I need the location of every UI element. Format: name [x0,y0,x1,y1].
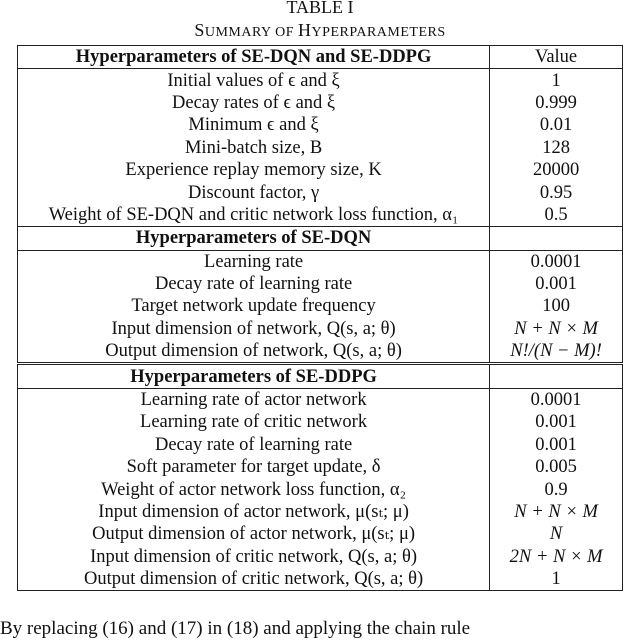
value-cell: 0.001 [490,434,623,456]
value-cell: 0.005 [490,456,623,478]
section-header-se-ddpg [18,364,623,388]
table-row [18,523,623,545]
param-cell: Mini-batch size, B [18,137,490,159]
section-title: Hyperparameters of SE-DDPG [18,364,490,388]
table-header-row [18,46,623,69]
table-row [18,340,623,364]
value-cell: 0.0001 [490,388,623,411]
param-cell: Decay rate of learning rate [18,434,490,456]
table-row [18,204,623,227]
value-cell: 100 [490,295,623,317]
value-cell: 0.9 [490,478,623,500]
param-cell: Learning rate of actor network [18,388,490,411]
section-value-empty [490,364,623,388]
value-cell: N + N × M [490,501,623,523]
title-part-1: UMMARY OF [204,25,299,40]
param-cell: Experience replay memory size, K [18,159,490,181]
table-row [18,114,623,136]
title-letter-h: H [298,20,312,40]
table-row [18,546,623,568]
value-cell: 0.0001 [490,250,623,273]
value-cell: 1 [490,568,623,591]
value-cell: 128 [490,137,623,159]
param-cell: Input dimension of actor network, μ(sₜ; μ) [18,501,490,523]
value-cell: 0.95 [490,181,623,203]
table-row [18,159,623,181]
param-cell: Decay rates of ϵ and ξ [18,92,490,114]
param-cell: Soft parameter for target update, δ [18,456,490,478]
table-row [18,250,623,273]
table-row [18,456,623,478]
value-cell: 1 [490,69,623,92]
param-cell: Output dimension of critic network, Q(s, a; θ) [18,568,490,591]
value-cell: N [490,523,623,545]
value-cell: N!/(N − M)! [490,340,623,364]
table-row [18,273,623,295]
hyperparameter-table [17,45,623,591]
table-row [18,318,623,340]
param-cell: Input dimension of network, Q(s, a; θ) [18,318,490,340]
value-cell: 20000 [490,159,623,181]
section-title: Hyperparameters of SE-DQN [18,227,490,250]
value-cell: N + N × M [490,318,623,340]
value-cell: 2N + N × M [490,546,623,568]
header-param: Hyperparameters of SE-DQN and SE-DDPG [18,46,490,69]
value-cell: 0.001 [490,411,623,433]
value-cell: 0.999 [490,92,623,114]
param-cell: Initial values of ϵ and ξ [18,69,490,92]
param-cell: Decay rate of learning rate [18,273,490,295]
param-cell: Learning rate of critic network [18,411,490,433]
body-text-fragment: By replacing (16) and (17) in (18) and applying the chain rule [0,618,471,639]
table-row [18,137,623,159]
table-row [18,295,623,317]
title-letter-s: S [194,20,205,40]
param-cell: Weight of SE-DQN and critic network loss function, α₁ [18,204,490,227]
table-row [18,411,623,433]
table-row [18,69,623,92]
section-header-se-dqn [18,227,623,250]
param-cell: Learning rate [18,250,490,273]
param-cell: Minimum ϵ and ξ [18,114,490,136]
value-cell: 0.001 [490,273,623,295]
table-row [18,501,623,523]
header-value: Value [490,46,623,69]
table-row [18,92,623,114]
param-cell: Output dimension of network, Q(s, a; θ) [18,340,490,364]
table-row [18,478,623,500]
title-part-2: YPERPARAMETERS [311,25,446,40]
param-cell: Input dimension of critic network, Q(s, a; θ) [18,546,490,568]
param-cell: Output dimension of actor network, μ(sₜ; μ) [18,523,490,545]
table-number: TABLE I [286,0,354,17]
table-row [18,388,623,411]
section-value-empty [490,227,623,250]
table-row [18,434,623,456]
param-cell: Discount factor, γ [18,181,490,203]
param-cell: Target network update frequency [18,295,490,317]
value-cell: 0.01 [490,114,623,136]
value-cell: 0.5 [490,204,623,227]
table-row [18,181,623,203]
param-cell: Weight of actor network loss function, α₂ [18,478,490,500]
table-row [18,568,623,591]
table-title [0,20,640,43]
